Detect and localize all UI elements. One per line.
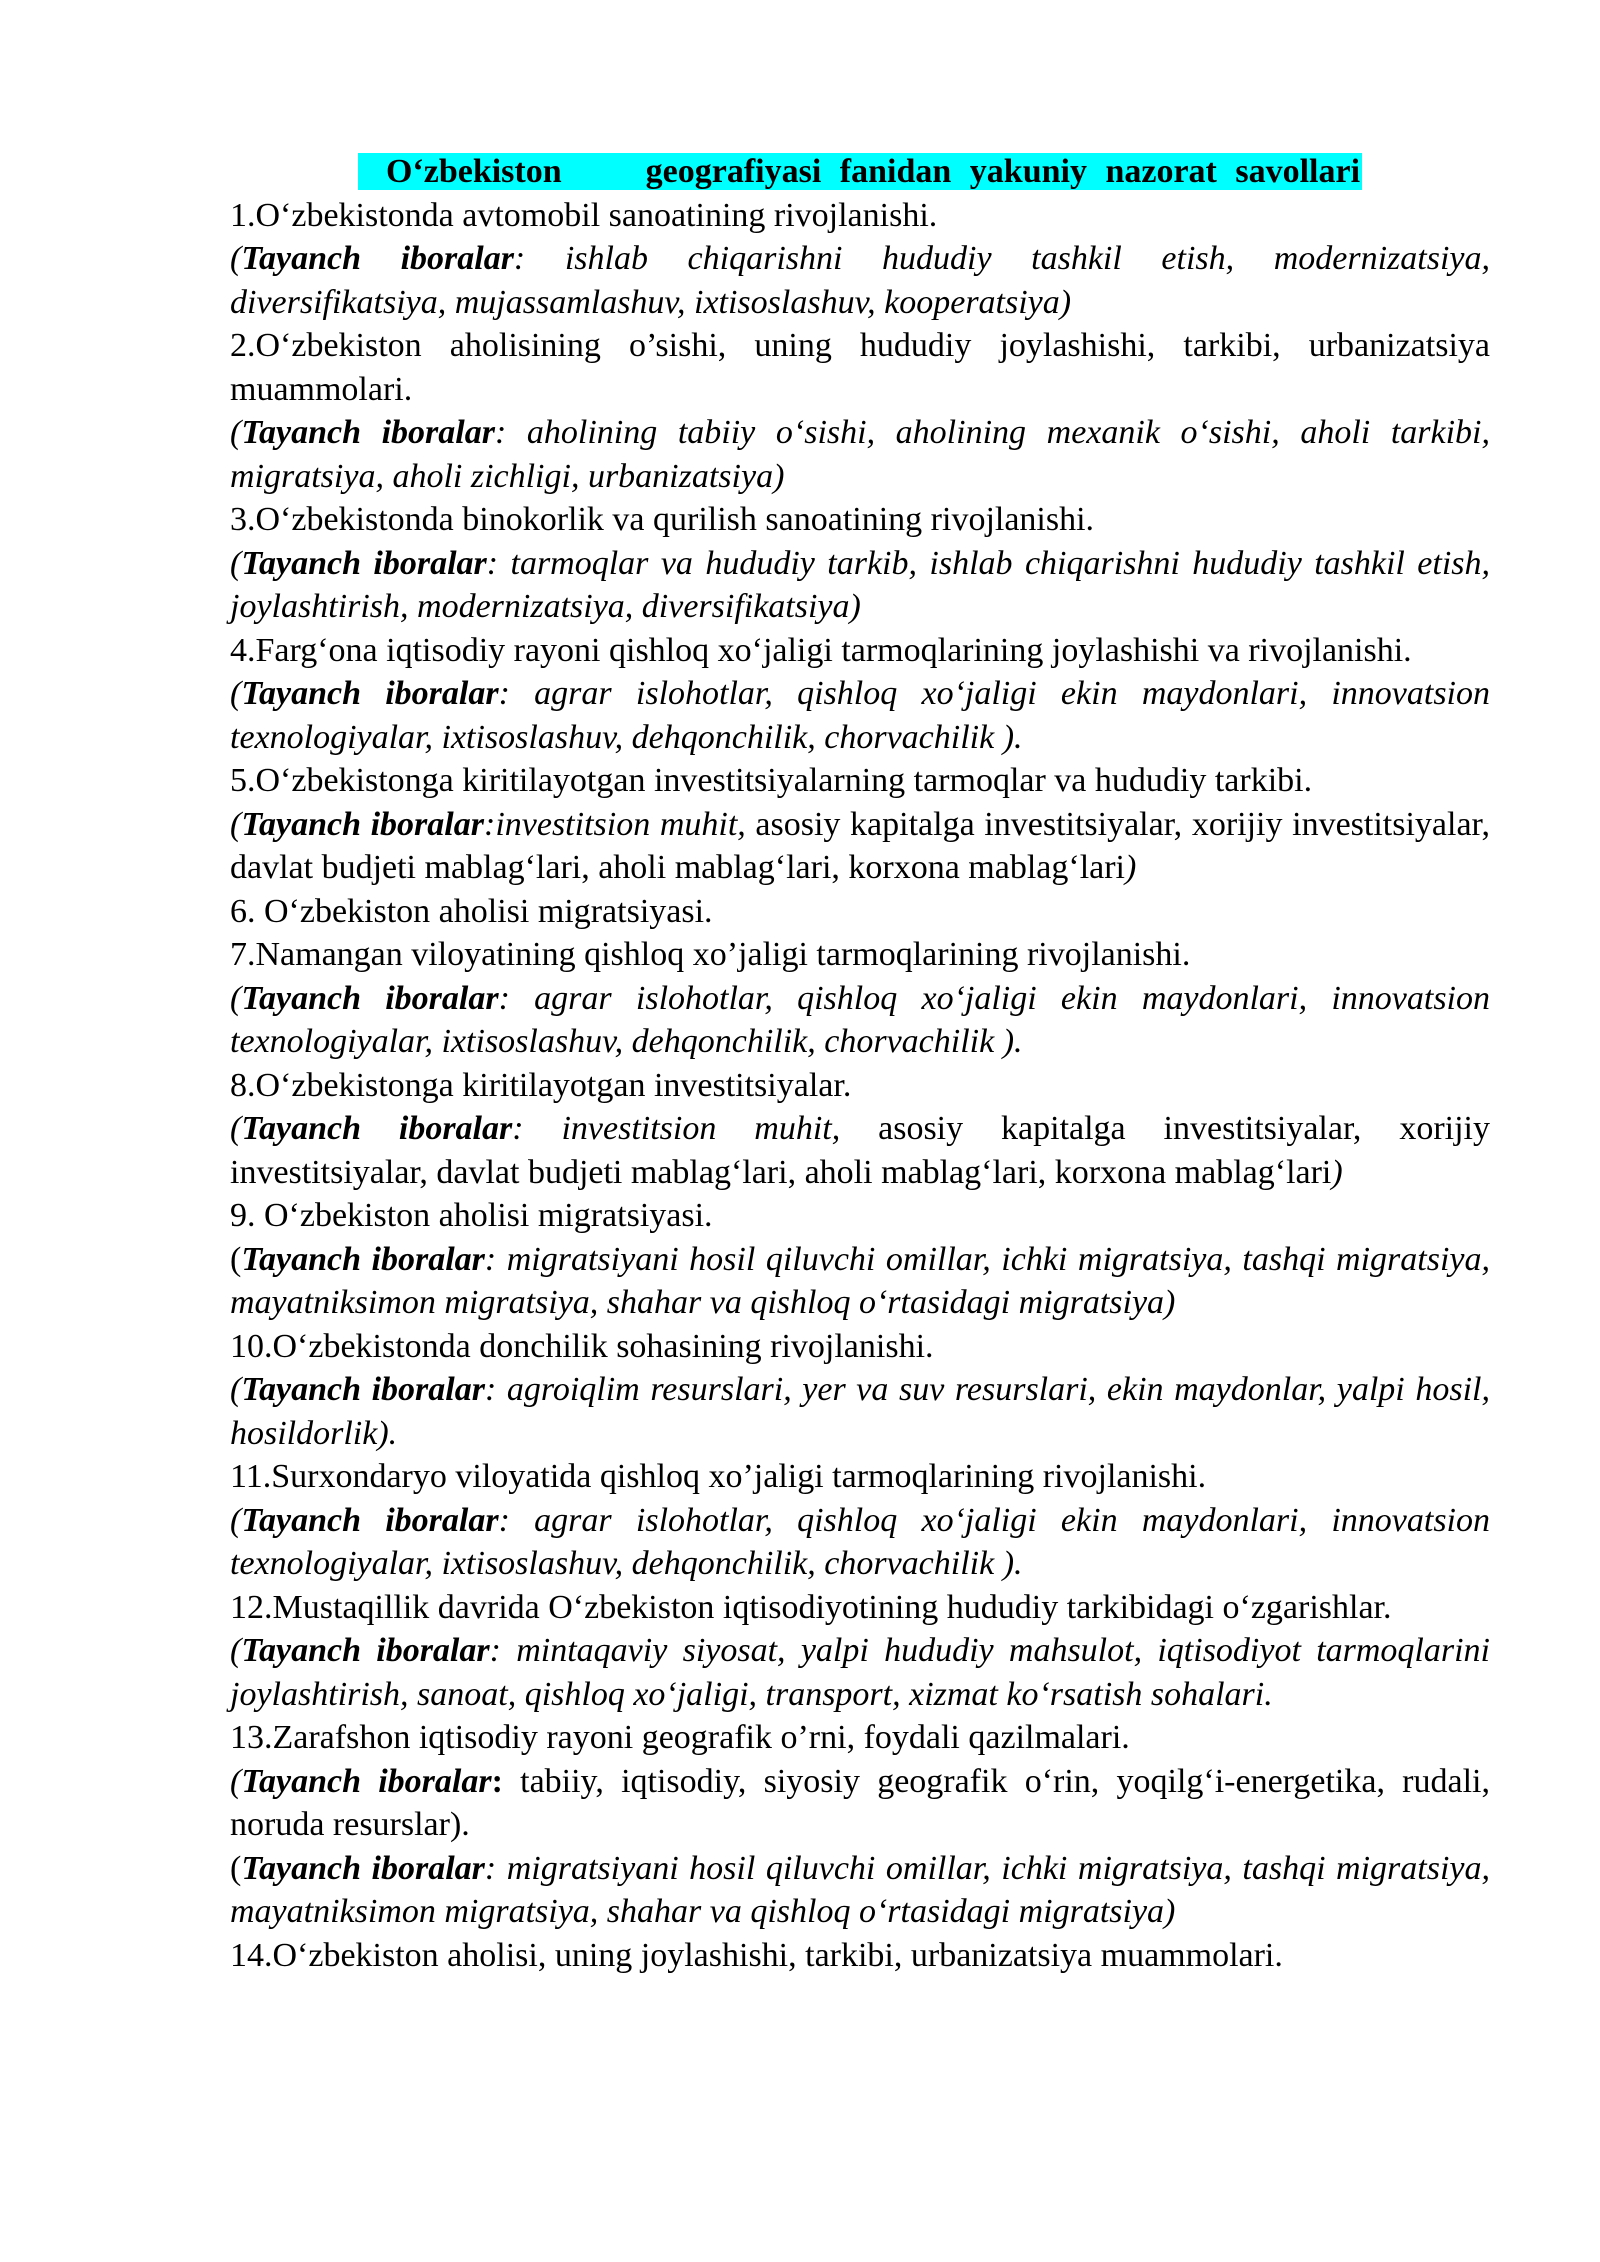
- keywords-11: (Tayanch iboralar: agrar islohotlar, qishloq xo‘jaligi ekin maydonlari, innovatsion texnologiyalar, ixtisoslashuv, dehqonchilik, chorvachilik ).: [230, 1501, 1490, 1582]
- question-3: 3.O‘zbekistonda binokorlik va qurilish sanoatining rivojlanishi.: [230, 501, 1095, 538]
- keywords-label: Tayanch iboralar: [241, 1110, 513, 1147]
- keywords-label: Tayanch iboralar: [241, 414, 495, 451]
- question-14: 14.O‘zbekiston aholisi, uning joylashishi, tarkibi, urbanizatsiya muammolari.: [230, 1936, 1283, 1974]
- keywords-1: (Tayanch iboralar: ishlab chiqarishni hududiy tashkil etish, modernizatsiya, diversifikatsiya, mujassamlashuv, ixtisoslashuv, kooperatsiya): [230, 240, 1490, 321]
- keywords-text: tarmoqlar va hududiy tarkib, ishlab chiqarishni hududiy tashkil etish, joylashtirish, modernizatsiya, diversifikatsiya): [230, 544, 1490, 625]
- keywords-close: ): [1125, 849, 1137, 886]
- keywords-7: (Tayanch iboralar: agrar islohotlar, qishloq xo‘jaligi ekin maydonlari, innovatsion texnologiyalar, ixtisoslashuv, dehqonchilik, chorvachilik ).: [230, 979, 1490, 1060]
- question-1: 1.O‘zbekistonda avtomobil sanoatining rivojlanishi.: [230, 196, 938, 234]
- keywords-text-italic: investitsion muhit,: [561, 1110, 841, 1147]
- keywords-label: Tayanch iboralar: [241, 1849, 485, 1887]
- keywords-text: agrar islohotlar, qishloq xo‘jaligi ekin maydonlari, innovatsion texnologiyalar, ixtisoslashuv, dehqonchilik, chorvachilik ).: [230, 979, 1490, 1060]
- keywords-label: Tayanch iboralar: [241, 544, 487, 582]
- question-8: 8.O‘zbekistonga kiritilayotgan investitsiyalar.: [230, 1066, 852, 1104]
- keywords-text-upright: asosiy kapitalga investitsiyalar, xorijiy investitsiyalar, davlat budjeti mablag‘lari, aholi mablag‘lari, korxona mablag‘lari: [230, 805, 1490, 886]
- keywords-text: agrar islohotlar, qishloq xo‘jaligi ekin maydonlari, innovatsion texnologiyalar, ixtisoslashuv, dehqonchilik, chorvachilik ).: [230, 1501, 1490, 1582]
- keywords-label: Tayanch iboralar: [241, 1762, 492, 1800]
- question-6: 6. O‘zbekiston aholisi migratsiyasi.: [230, 892, 713, 930]
- keywords-label: Tayanch iboralar: [241, 1501, 499, 1539]
- keywords-text: agroiqlim resurslari, yer va suv resurslari, ekin maydonlar, yalpi hosil, hosildorlik).: [230, 1371, 1490, 1452]
- title-highlight: [358, 153, 1362, 190]
- keywords-8: (Tayanch iboralar: investitsion muhit, asosiy kapitalga investitsiyalar, xorijiy investitsiyalar, davlat budjeti mablag‘lari, aholi mablag‘lari, korxona mablag‘lari): [230, 1110, 1490, 1191]
- keywords-4: (Tayanch iboralar: agrar islohotlar, qishloq xo‘jaligi ekin maydonlari, innovatsion texnologiyalar, ixtisoslashuv, dehqonchilik, chorvachilik ).: [230, 675, 1490, 756]
- document-page: [230, 150, 1490, 1977]
- question-5: 5.O‘zbekistonga kiritilayotgan investitsiyalarning tarmoqlar va hududiy tarkibi.: [230, 762, 1313, 799]
- keywords-text: migratsiyani hosil qiluvchi omillar, ichki migratsiya, tashqi migratsiya, mayatniksimon migratsiya, shahar va qishloq o‘rtasidagi migratsiya): [230, 1849, 1491, 1930]
- keywords-text-italic: investitsion muhit,: [495, 805, 746, 843]
- keywords-label: Tayanch iboralar: [241, 1632, 490, 1669]
- question-13: 13.Zarafshon iqtisodiy rayoni geografik o’rni, foydali qazilmalari.: [230, 1719, 1130, 1756]
- keywords-2: (Tayanch iboralar: aholining tabiiy o‘sishi, aholining mexanik o‘sishi, aholi tarkibi, migratsiya, aholi zichligi, urbanizatsiya): [230, 414, 1490, 495]
- question-4: 4.Farg‘ona iqtisodiy rayoni qishloq xo‘jaligi tarmoqlarining joylashishi va rivojlanishi.: [230, 631, 1412, 669]
- keywords-3: (Tayanch iboralar: tarmoqlar va hududiy tarkib, ishlab chiqarishni hududiy tashkil etish, joylashtirish, modernizatsiya, diversifikatsiya): [230, 544, 1490, 625]
- keywords-text: mintaqaviy siyosat, yalpi hududiy mahsulot, iqtisodiyot tarmoqlarini joylashtirish, sanoat, qishloq xo‘jaligi, transport, xizmat ko‘rsatish sohalari.: [230, 1632, 1490, 1713]
- question-12: 12.Mustaqillik davrida O‘zbekiston iqtisodiyotining hududiy tarkibidagi o‘zgarishlar.: [230, 1588, 1392, 1626]
- keywords-text: aholining tabiiy o‘sishi, aholining mexanik o‘sishi, aholi tarkibi, migratsiya, aholi zichligi, urbanizatsiya): [230, 414, 1490, 495]
- question-9: 9. O‘zbekiston aholisi migratsiyasi.: [230, 1197, 713, 1234]
- keywords-label: Tayanch iboralar: [241, 1371, 485, 1408]
- question-2: 2.O‘zbekiston aholisining o’sishi, uning hududiy joylashishi, tarkibi, urbanizatsiya muammolari.: [230, 327, 1490, 408]
- keywords-5: (Tayanch iboralar:investitsion muhit, asosiy kapitalga investitsiyalar, xorijiy investitsiyalar, davlat budjeti mablag‘lari, aholi mablag‘lari, korxona mablag‘lari): [230, 805, 1490, 886]
- keywords-text: migratsiyani hosil qiluvchi omillar, ichki migratsiya, tashqi migratsiya, mayatniksimon migratsiya, shahar va qishloq o‘rtasidagi migratsiya): [230, 1240, 1491, 1321]
- keywords-label: Tayanch iboralar: [241, 240, 514, 277]
- keywords-label: Tayanch iboralar: [241, 1240, 485, 1278]
- question-10: 10.O‘zbekistonda donchilik sohasining rivojlanishi.: [230, 1327, 934, 1365]
- keywords-text-upright: asosiy kapitalga investitsiyalar, xorijiy investitsiyalar, davlat budjeti mablag‘lari, aholi mablag‘lari, korxona mablag‘lari: [230, 1110, 1490, 1191]
- question-7: 7.Namangan viloyatining qishloq xo’jaligi tarmoqlarining rivojlanishi.: [230, 936, 1191, 973]
- question-11: 11.Surxondaryo viloyatida qishloq xo’jaligi tarmoqlarining rivojlanishi.: [230, 1458, 1207, 1495]
- keywords-text: agrar islohotlar, qishloq xo‘jaligi ekin maydonlari, innovatsion texnologiyalar, ixtisoslashuv, dehqonchilik, chorvachilik ).: [230, 675, 1490, 756]
- keywords-close: ): [1331, 1153, 1343, 1191]
- keywords-12: (Tayanch iboralar: mintaqaviy siyosat, yalpi hududiy mahsulot, iqtisodiyot tarmoqlarini joylashtirish, sanoat, qishloq xo‘jaligi, transport, xizmat ko‘rsatish sohalari.: [230, 1632, 1490, 1713]
- title-part-1: O‘zbekiston: [385, 153, 562, 190]
- keywords-label: Tayanch iboralar: [241, 805, 484, 843]
- keywords-13: (Tayanch iboralar: tabiiy, iqtisodiy, siyosiy geografik o‘rin, yoqilg‘i-energetika, rudali, noruda resurslar).: [230, 1762, 1490, 1843]
- keywords-label: Tayanch iboralar: [241, 979, 499, 1017]
- page-title: [230, 150, 1490, 194]
- keywords-text: ishlab chiqarishni hududiy tashkil etish, modernizatsiya, diversifikatsiya, mujassamlashuv, ixtisoslashuv, kooperatsiya): [230, 240, 1490, 321]
- keywords-9: (Tayanch iboralar: migratsiyani hosil qiluvchi omillar, ichki migratsiya, tashqi migratsiya, mayatniksimon migratsiya, shahar va qishloq o‘rtasidagi migratsiya): [230, 1240, 1491, 1321]
- title-part-2: geografiyasi fanidan yakuniy nazorat savollari: [645, 153, 1361, 190]
- keywords-label: Tayanch iboralar: [241, 675, 499, 712]
- keywords-10: (Tayanch iboralar: agroiqlim resurslari, yer va suv resurslari, ekin maydonlar, yalpi hosil, hosildorlik).: [230, 1371, 1490, 1452]
- keywords-text: tabiiy, iqtisodiy, siyosiy geografik o‘rin, yoqilg‘i-energetika, rudali, noruda resurslar).: [230, 1762, 1490, 1843]
- keywords-extra: (Tayanch iboralar: migratsiyani hosil qiluvchi omillar, ichki migratsiya, tashqi migratsiya, mayatniksimon migratsiya, shahar va qishloq o‘rtasidagi migratsiya): [230, 1849, 1491, 1930]
